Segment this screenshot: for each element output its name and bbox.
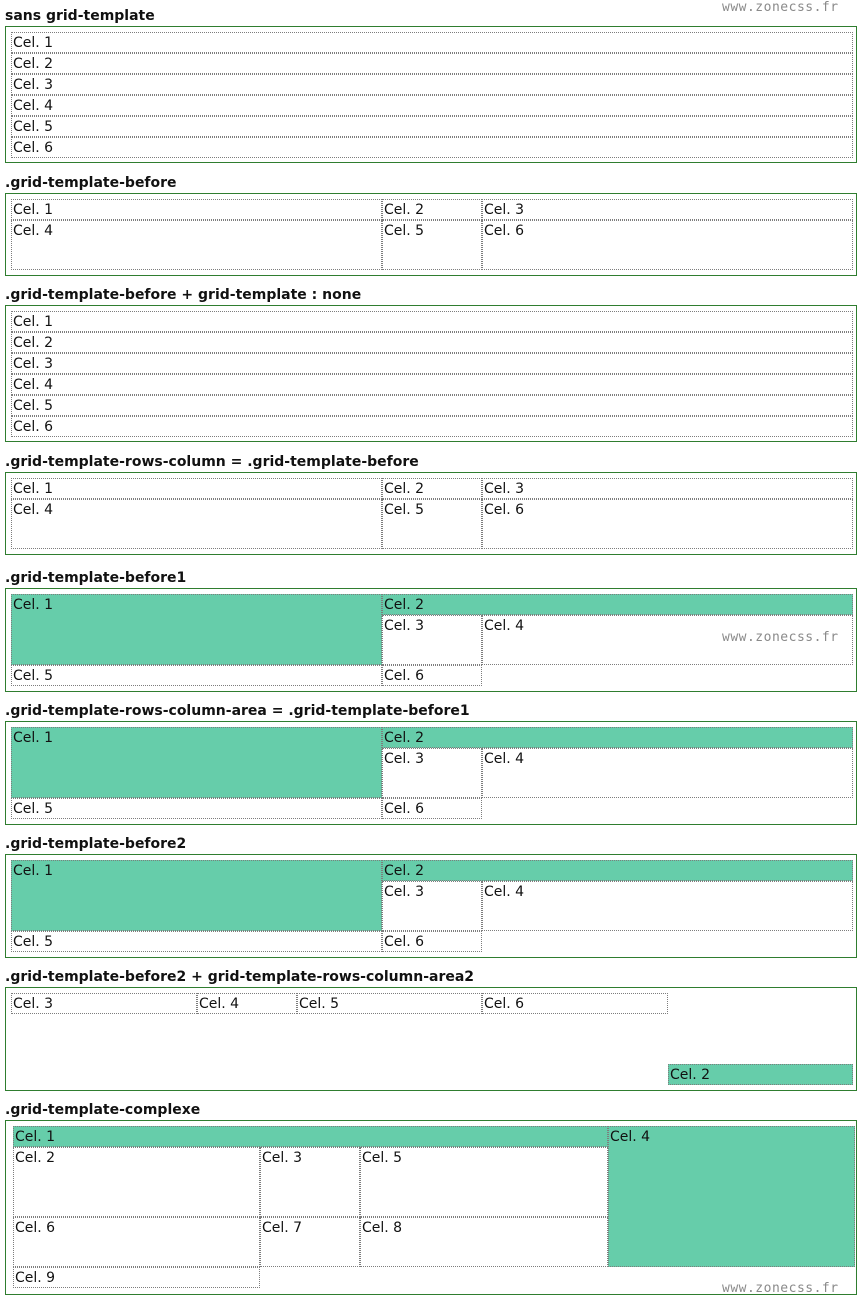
section-title-sans-grid-template: sans grid-template xyxy=(5,8,155,24)
grid-cell: Cel. 1 xyxy=(11,594,382,665)
grid-cell: Cel. 3 xyxy=(11,353,853,374)
grid-cell: Cel. 6 xyxy=(11,137,853,158)
grid-cell: Cel. 4 xyxy=(11,499,382,549)
grid-cell: Cel. 4 xyxy=(197,993,297,1014)
section-title-grid-template-rows-column-area: .grid-template-rows-column-area = .grid-template-before1 xyxy=(5,703,470,719)
grid-cell: Cel. 3 xyxy=(482,478,853,499)
grid-cell: Cel. 4 xyxy=(11,95,853,116)
grid-cell: Cel. 6 xyxy=(11,416,853,437)
grid-cell: Cel. 3 xyxy=(382,615,482,665)
grid-cell: Cel. 2 xyxy=(13,1147,260,1217)
grid-box-grid-template-rows-column-area xyxy=(5,721,857,825)
grid-box-sans-grid-template xyxy=(5,26,857,163)
grid-box-grid-template-rows-column xyxy=(5,472,857,555)
section-title-grid-template-before1: .grid-template-before1 xyxy=(5,570,187,586)
grid-cell: Cel. 5 xyxy=(11,395,853,416)
grid-cell: Cel. 5 xyxy=(297,993,482,1014)
grid-cell: Cel. 6 xyxy=(382,931,482,952)
grid-cell: Cel. 5 xyxy=(11,116,853,137)
section-title-grid-template-none: .grid-template-before + grid-template : none xyxy=(5,287,362,303)
grid-box-grid-template-before2 xyxy=(5,854,857,958)
grid-cell: Cel. 6 xyxy=(13,1217,260,1267)
grid-box-grid-template-complexe xyxy=(5,1120,857,1295)
grid-cell: Cel. 5 xyxy=(382,220,482,270)
grid-cell: Cel. 5 xyxy=(11,798,382,819)
grid-cell: Cel. 1 xyxy=(11,727,382,798)
grid-cell: Cel. 6 xyxy=(482,220,853,270)
grid-cell: Cel. 2 xyxy=(382,478,482,499)
grid-cell: Cel. 5 xyxy=(382,499,482,549)
grid-cell: Cel. 6 xyxy=(382,665,482,686)
grid-box-grid-template-none xyxy=(5,305,857,442)
grid-cell: Cel. 6 xyxy=(482,993,668,1014)
grid-cell: Cel. 4 xyxy=(482,748,853,798)
section-title-grid-template-complexe: .grid-template-complexe xyxy=(5,1102,201,1118)
grid-cell: Cel. 7 xyxy=(260,1217,360,1267)
section-title-grid-template-before2: .grid-template-before2 xyxy=(5,836,187,852)
grid-cell: Cel. 1 xyxy=(11,199,382,220)
watermark-bottom: www.zonecss.fr xyxy=(722,1281,839,1296)
grid-cell: Cel. 6 xyxy=(382,798,482,819)
grid-cell: Cel. 2 xyxy=(11,332,853,353)
grid-cell: Cel. 3 xyxy=(382,748,482,798)
grid-cell: Cel. 1 xyxy=(11,478,382,499)
grid-cell: Cel. 3 xyxy=(11,74,853,95)
grid-cell: Cel. 2 xyxy=(11,53,853,74)
grid-cell: Cel. 6 xyxy=(482,499,853,549)
grid-cell: Cel. 2 xyxy=(382,199,482,220)
watermark-middle: www.zonecss.fr xyxy=(722,630,839,645)
grid-cell: Cel. 5 xyxy=(11,665,382,686)
grid-cell: Cel. 4 xyxy=(11,374,853,395)
grid-cell: Cel. 4 xyxy=(482,615,853,665)
section-title-grid-template-before2-area2: .grid-template-before2 + grid-template-rows-column-area2 xyxy=(5,969,475,985)
grid-cell: Cel. 4 xyxy=(482,881,853,931)
grid-box-grid-template-before2-area2 xyxy=(5,987,857,1091)
grid-cell: Cel. 1 xyxy=(11,311,853,332)
grid-cell: Cel. 8 xyxy=(360,1217,608,1267)
watermark-top: www.zonecss.fr xyxy=(722,0,839,15)
grid-cell: Cel. 3 xyxy=(260,1147,360,1217)
grid-cell: Cel. 1 xyxy=(13,1126,608,1147)
grid-cell: Cel. 3 xyxy=(11,993,197,1014)
grid-box-grid-template-before xyxy=(5,193,857,276)
grid-cell: Cel. 2 xyxy=(668,1064,853,1085)
section-title-grid-template-rows-column: .grid-template-rows-column = .grid-template-before xyxy=(5,454,419,470)
grid-cell: Cel. 5 xyxy=(360,1147,608,1217)
section-title-grid-template-before: .grid-template-before xyxy=(5,175,177,191)
grid-cell: Cel. 2 xyxy=(382,860,853,881)
grid-cell: Cel. 2 xyxy=(382,727,853,748)
grid-cell: Cel. 1 xyxy=(11,860,382,931)
grid-cell: Cel. 3 xyxy=(382,881,482,931)
grid-cell: Cel. 3 xyxy=(482,199,853,220)
grid-cell: Cel. 5 xyxy=(11,931,382,952)
grid-cell: Cel. 4 xyxy=(11,220,382,270)
grid-cell: Cel. 1 xyxy=(11,32,853,53)
grid-cell: Cel. 9 xyxy=(13,1267,260,1288)
grid-cell: Cel. 2 xyxy=(382,594,853,615)
grid-cell: Cel. 4 xyxy=(608,1126,855,1267)
